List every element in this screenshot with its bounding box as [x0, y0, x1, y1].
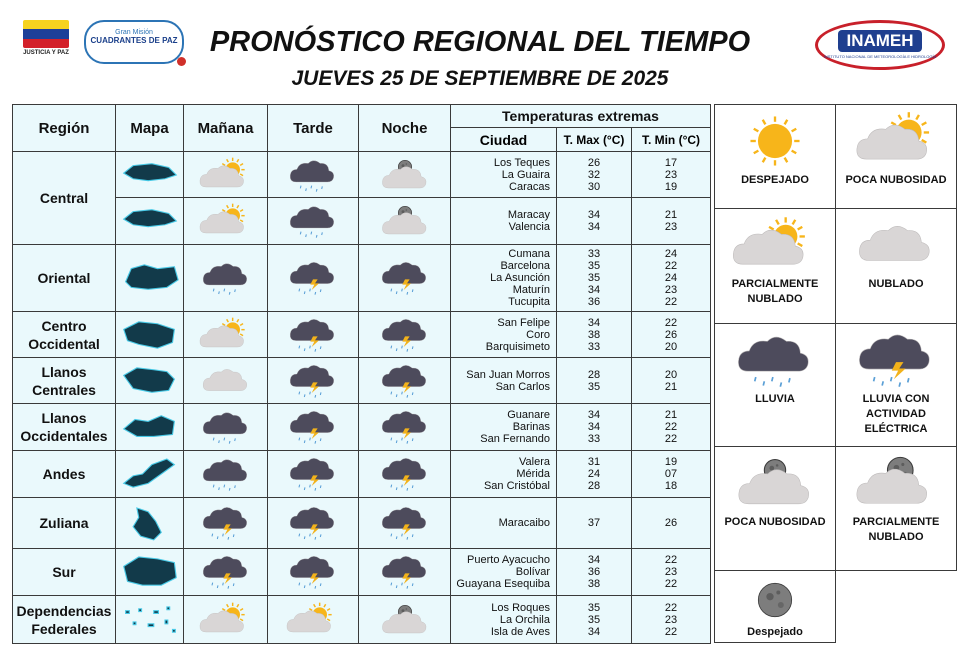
tmax-list-value: 34	[587, 316, 601, 329]
rain-cloud-icon	[730, 328, 820, 392]
morning-forecast	[184, 312, 268, 358]
tmin-list-value: 22	[664, 625, 678, 638]
moon-cloud-icon	[374, 155, 436, 195]
region-map	[116, 549, 184, 596]
afternoon-forecast	[268, 245, 359, 312]
sun-icon	[730, 109, 820, 173]
region-map-icon	[120, 156, 180, 194]
tmin-list-value: 22	[664, 601, 678, 614]
partly-cloudy-sun-icon	[195, 201, 257, 241]
tmin-list-value: 23	[664, 168, 678, 181]
region-name: Oriental	[13, 245, 116, 312]
storm-cloud-icon	[282, 454, 344, 494]
header-mapa: Mapa	[116, 105, 184, 152]
tmax-list-value: 31	[587, 456, 601, 468]
night-forecast	[359, 404, 451, 451]
afternoon-forecast	[268, 549, 359, 596]
region-map-icon	[120, 259, 180, 297]
partly-cloudy-sun-icon	[730, 213, 820, 277]
legend-item	[836, 209, 957, 324]
tmin-list	[632, 198, 711, 245]
tmin-list-value: 23	[664, 613, 678, 626]
city-list-value: San Felipe	[497, 316, 550, 329]
tmin-list-value: 26	[664, 328, 678, 341]
cloudy-icon	[851, 213, 941, 277]
city-list-value: San Juan Morros	[466, 368, 550, 381]
night-forecast	[359, 245, 451, 312]
page-title: PRONÓSTICO REGIONAL DEL TIEMPO	[209, 26, 751, 58]
tmin-list-value: 23	[664, 284, 678, 296]
tmax-list	[557, 245, 632, 312]
tmax-list	[557, 498, 632, 549]
storm-cloud-icon	[374, 361, 436, 401]
tmin-list-value: 23	[664, 566, 678, 578]
moon-icon	[740, 575, 810, 625]
night-forecast	[359, 498, 451, 549]
tmax-list-value: 36	[587, 566, 601, 578]
city-list-value: Maturín	[512, 284, 550, 296]
forecast-row	[13, 152, 711, 198]
storm-cloud-icon	[282, 407, 344, 447]
tmax-list-value: 35	[587, 601, 601, 614]
city-list-value: Los Roques	[491, 601, 550, 614]
legend-item	[715, 105, 836, 209]
legend-table	[714, 104, 957, 643]
header-temperaturas: Temperaturas extremas	[451, 105, 711, 128]
tmin-list	[632, 596, 711, 644]
city-list-value: Barquisimeto	[485, 340, 550, 353]
city-list-value: Los Teques	[493, 156, 550, 169]
legend-item	[715, 571, 836, 643]
region-name: Centro Occidental	[13, 312, 116, 358]
legend-item	[715, 209, 836, 324]
tmax-list-value: 34	[587, 409, 601, 421]
legend-label: Despejado	[747, 626, 803, 638]
rain-cloud-icon	[282, 155, 344, 195]
tmax-list-value: 34	[587, 421, 601, 433]
afternoon-forecast	[268, 198, 359, 245]
tmin-list	[632, 549, 711, 596]
forecast-row	[13, 198, 711, 245]
afternoon-forecast	[268, 152, 359, 198]
city-list-value: Puerto Ayacucho	[467, 554, 550, 566]
tmax-list-value: 35	[587, 260, 601, 272]
storm-cloud-icon	[195, 503, 257, 543]
cloudy-icon	[195, 361, 257, 401]
tmax-list-value: 35	[587, 380, 601, 393]
tmax-list-value: 37	[587, 517, 601, 529]
partly-cloudy-sun-icon	[195, 600, 257, 640]
city-list	[451, 498, 557, 549]
tmin-list-value: 21	[664, 380, 678, 393]
city-list-value: Coro	[526, 328, 550, 341]
city-list-value: Caracas	[509, 180, 550, 193]
region-name: Sur	[13, 549, 116, 596]
morning-forecast	[184, 198, 268, 245]
legend-item	[836, 447, 957, 571]
tmax-list	[557, 152, 632, 198]
city-list-value: Barinas	[512, 421, 550, 433]
city-list-value: La Asunción	[490, 272, 550, 284]
tmax-list-value: 32	[587, 168, 601, 181]
tmax-list-value: 35	[587, 272, 601, 284]
region-map-icon	[120, 362, 180, 400]
moon-cloud-icon	[374, 201, 436, 241]
tmin-list-value: 21	[664, 209, 678, 221]
header-tmin: T. Min (°C)	[632, 128, 711, 152]
tmax-list	[557, 358, 632, 404]
city-list	[451, 358, 557, 404]
tmin-list	[632, 152, 711, 198]
tmin-list	[632, 312, 711, 358]
legend-item	[715, 447, 836, 571]
legend-label: PARCIALMENTE NUBLADO	[731, 278, 819, 305]
tmin-list-value: 26	[664, 517, 678, 529]
tmax-list	[557, 198, 632, 245]
city-list-value: Maracaibo	[498, 517, 550, 529]
afternoon-forecast	[268, 404, 359, 451]
cuadrantes-de-paz-logo: Gran Misión CUADRANTES DE PAZ	[84, 20, 184, 64]
tmin-list-value: 20	[664, 340, 678, 353]
city-list	[451, 198, 557, 245]
tmin-list-value: 22	[664, 260, 678, 272]
tmax-list-value: 34	[587, 554, 601, 566]
forecast-row	[13, 358, 711, 404]
tmin-list	[632, 245, 711, 312]
morning-forecast	[184, 404, 268, 451]
storm-cloud-icon	[851, 328, 941, 392]
tmax-list-value: 34	[587, 221, 601, 233]
forecast-row	[13, 245, 711, 312]
region-map	[116, 498, 184, 549]
storm-cloud-icon	[282, 552, 344, 592]
tmax-list	[557, 404, 632, 451]
inameh-logo: INAMEH INSTITUTO NACIONAL DE METEOROLOGÍA E HIDROLOGÍA	[815, 20, 945, 70]
city-list-value: Barcelona	[500, 260, 550, 272]
rain-cloud-icon	[195, 258, 257, 298]
header-tarde: Tarde	[268, 105, 359, 152]
storm-cloud-icon	[374, 552, 436, 592]
legend-label: DESPEJADO	[741, 174, 809, 186]
header-manana: Mañana	[184, 105, 268, 152]
rain-cloud-icon	[282, 201, 344, 241]
tmin-list-value: 18	[664, 480, 678, 492]
night-forecast	[359, 358, 451, 404]
night-forecast	[359, 596, 451, 644]
rain-cloud-icon	[195, 454, 257, 494]
tmin-list-value: 19	[664, 180, 678, 193]
city-list	[451, 312, 557, 358]
moon-cloud-icon	[374, 600, 436, 640]
region-map-icon	[120, 202, 180, 240]
venezuela-flag-logo: JUSTICIA Y PAZ	[20, 20, 72, 56]
tmax-list-value: 33	[587, 433, 601, 445]
rain-cloud-icon	[195, 407, 257, 447]
city-list	[451, 451, 557, 498]
forecast-row	[13, 596, 711, 644]
tmax-list-value: 30	[587, 180, 601, 193]
morning-forecast	[184, 245, 268, 312]
tmin-list	[632, 358, 711, 404]
city-list-value: San Fernando	[480, 433, 550, 445]
afternoon-forecast	[268, 498, 359, 549]
forecast-row	[13, 498, 711, 549]
storm-cloud-icon	[282, 315, 344, 355]
tmax-list-value: 34	[587, 625, 601, 638]
tmax-list-value: 38	[587, 578, 601, 590]
tmin-list-value: 23	[664, 221, 678, 233]
legend-label: PARCIALMENTE NUBLADO	[852, 516, 940, 543]
city-list-value: Bolívar	[515, 566, 550, 578]
tmax-list-value: 26	[587, 156, 601, 169]
tmin-list	[632, 404, 711, 451]
storm-cloud-icon	[374, 503, 436, 543]
tmax-list	[557, 596, 632, 644]
region-name: Dependencias Federales	[13, 596, 116, 644]
city-list-value: Guayana Esequiba	[456, 578, 550, 590]
morning-forecast	[184, 358, 268, 404]
night-forecast	[359, 152, 451, 198]
night-forecast	[359, 312, 451, 358]
forecast-row	[13, 451, 711, 498]
afternoon-forecast	[268, 451, 359, 498]
tmax-list-value: 33	[587, 248, 601, 260]
region-map-icon	[120, 316, 180, 354]
tmin-list-value: 22	[664, 433, 678, 445]
region-map	[116, 451, 184, 498]
region-map	[116, 152, 184, 198]
forecast-row	[13, 404, 711, 451]
tmin-list-value: 20	[664, 368, 678, 381]
city-list-value: Valera	[519, 456, 550, 468]
legend-label: POCA NUBOSIDAD	[724, 516, 826, 528]
morning-forecast	[184, 498, 268, 549]
tmin-list-value: 22	[664, 421, 678, 433]
tmax-list	[557, 312, 632, 358]
city-list	[451, 596, 557, 644]
region-name: Zuliana	[13, 498, 116, 549]
storm-cloud-icon	[374, 454, 436, 494]
storm-cloud-icon	[374, 258, 436, 298]
tmax-list-value: 33	[587, 340, 601, 353]
tmin-list-value: 22	[664, 554, 678, 566]
legend-label: LLUVIA	[755, 393, 795, 405]
afternoon-forecast	[268, 312, 359, 358]
city-list-value: Valencia	[508, 221, 550, 233]
storm-cloud-icon	[282, 503, 344, 543]
city-list	[451, 549, 557, 596]
city-list-value: La Guaira	[501, 168, 550, 181]
city-list-value: Tucupita	[508, 296, 550, 308]
tmin-list	[632, 451, 711, 498]
storm-cloud-icon	[282, 258, 344, 298]
region-map	[116, 358, 184, 404]
tmin-list-value: 24	[664, 272, 678, 284]
partly-cloudy-sun-icon	[195, 155, 257, 195]
region-map-icon	[120, 601, 180, 639]
region-name: Llanos Occidentales	[13, 404, 116, 451]
moon-partly-icon	[851, 451, 941, 515]
tmin-list-value: 22	[664, 296, 678, 308]
legend-item	[715, 324, 836, 447]
city-list	[451, 245, 557, 312]
region-map-icon	[120, 455, 180, 493]
storm-cloud-icon	[374, 407, 436, 447]
tmin-list-value: 19	[664, 456, 678, 468]
region-map-icon	[120, 504, 180, 542]
morning-forecast	[184, 152, 268, 198]
legend-item	[836, 105, 957, 209]
city-list-value: Maracay	[507, 209, 550, 221]
legend-label: LLUVIA CON ACTIVIDAD ELÉCTRICA	[862, 393, 930, 435]
forecast-table	[12, 104, 711, 644]
tmax-list-value: 35	[587, 613, 601, 626]
tmax-list-value: 38	[587, 328, 601, 341]
region-map	[116, 198, 184, 245]
region-map-icon	[120, 553, 180, 591]
city-list-value: La Orchila	[499, 613, 550, 626]
morning-forecast	[184, 451, 268, 498]
tmax-list-value: 34	[587, 209, 601, 221]
city-list-value: San Cristóbal	[483, 480, 550, 492]
city-list-value: Isla de Aves	[490, 625, 550, 638]
region-map-icon	[120, 408, 180, 446]
tmax-list-value: 34	[587, 284, 601, 296]
partly-cloudy-sun-icon	[195, 315, 257, 355]
tmin-list-value: 07	[664, 468, 678, 480]
forecast-row	[13, 549, 711, 596]
header-tmax: T. Max (°C)	[557, 128, 632, 152]
tmax-list-value: 28	[587, 368, 601, 381]
header-region: Región	[13, 105, 116, 152]
night-forecast	[359, 549, 451, 596]
tmin-list-value: 22	[664, 316, 678, 329]
tmax-list-value: 28	[587, 480, 601, 492]
night-forecast	[359, 451, 451, 498]
region-map	[116, 312, 184, 358]
afternoon-forecast	[268, 596, 359, 644]
forecast-date: JUEVES 25 DE SEPTIEMBRE DE 2025	[291, 67, 669, 90]
tmax-list-value: 36	[587, 296, 601, 308]
night-forecast	[359, 198, 451, 245]
tmax-list	[557, 451, 632, 498]
region-map	[116, 245, 184, 312]
storm-cloud-icon	[282, 361, 344, 401]
tmin-list	[632, 498, 711, 549]
region-name: Llanos Centrales	[13, 358, 116, 404]
tmin-list-value: 24	[664, 248, 678, 260]
partly-cloudy-sun-icon	[282, 600, 344, 640]
city-list-value: Cumana	[508, 248, 550, 260]
forecast-row	[13, 312, 711, 358]
legend-label: POCA NUBOSIDAD	[845, 174, 947, 186]
city-list-value: Guanare	[507, 409, 550, 421]
moon-cloud-icon	[730, 451, 820, 515]
city-list	[451, 404, 557, 451]
city-list	[451, 152, 557, 198]
city-list-value: San Carlos	[495, 380, 550, 393]
region-map	[116, 596, 184, 644]
few-clouds-sun-icon	[851, 109, 941, 173]
header-noche: Noche	[359, 105, 451, 152]
region-name: Central	[13, 152, 116, 245]
legend-item	[836, 324, 957, 447]
storm-cloud-icon	[374, 315, 436, 355]
tmin-list-value: 22	[664, 578, 678, 590]
header-ciudad: Ciudad	[451, 128, 557, 152]
region-name: Andes	[13, 451, 116, 498]
tmax-list	[557, 549, 632, 596]
legend-label: NUBLADO	[868, 278, 924, 290]
afternoon-forecast	[268, 358, 359, 404]
tmin-list-value: 17	[664, 156, 678, 169]
storm-cloud-icon	[195, 552, 257, 592]
tmax-list-value: 24	[587, 468, 601, 480]
tmin-list-value: 21	[664, 409, 678, 421]
region-map	[116, 404, 184, 451]
morning-forecast	[184, 596, 268, 644]
morning-forecast	[184, 549, 268, 596]
city-list-value: Mérida	[516, 468, 550, 480]
